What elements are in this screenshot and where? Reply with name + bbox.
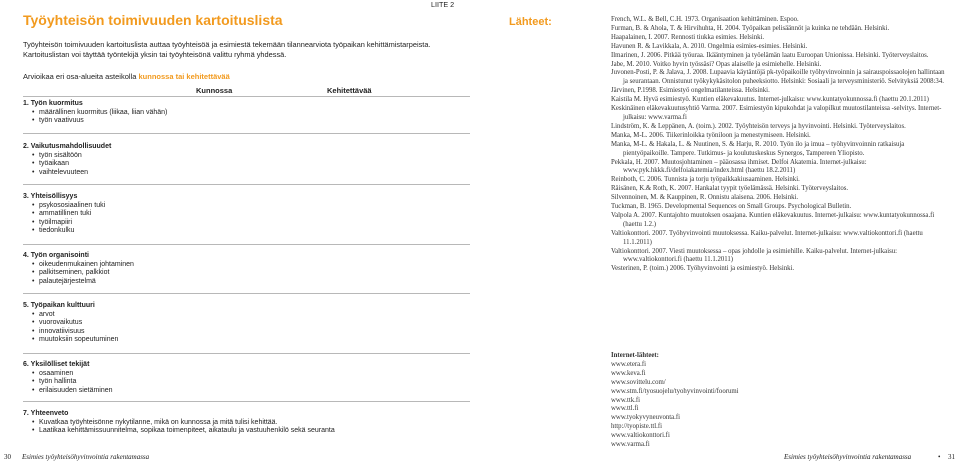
- reference-item: Ilmarinen, J. 2006. Pitkää työuraa. Ikääntyminen ja työelämän laatu Euroopan Unionissa. Helsinki. Työterveyslaitos.: [611, 51, 929, 59]
- footer-bullet: •: [938, 453, 941, 461]
- reference-item: Juvonen-Posti, P. & Jalava, J. 2008. Lupaavia käytäntöjä pk-työpaikoille työhyvinvoinnin ja sairauspoissaolojen hallintaan ja seurantaan. Onnistunut työkykykäsitolon puheeksiotto. Helsinki: Sosiaali ja terveysministeriö. Selvityksiä 2008:34.: [611, 69, 945, 86]
- divider: [23, 244, 470, 245]
- list-item: • arvot: [23, 311, 118, 320]
- reference-item: Järvinen, P.1998. Esimiestyö ongelmatilanteissa. Helsinki.: [611, 87, 770, 95]
- reference-item: Jabe, M. 2010. Voitko hyvin työssäsi? Opas alaiselle ja esimiehelle. Helsinki.: [611, 60, 822, 68]
- rating-instruction-text: Arvioikaa eri osa-alueita asteikolla: [23, 72, 139, 81]
- reference-item: Valpola A. 2007. Kuntajohto muutoksen osaajana. Kuntien eläkevakuutus. Internet-julkaisu: www.kuntatyokunnossa.fi (haettu 1.2.): [611, 211, 935, 228]
- list-item: • vaihtelevuuteen: [23, 169, 111, 178]
- list-item: • työn hallinta: [23, 378, 113, 387]
- reference-item: Reinboth, C. 2006. Tunnista ja torju työpaikkakiusaaminen. Helsinki.: [611, 176, 800, 184]
- page-number-left: 30: [4, 453, 11, 461]
- reference-list: [611, 16, 949, 274]
- internet-source-link[interactable]: www.varma.fi: [611, 441, 650, 449]
- reference-item: Haapalainen, I. 2007. Rennosti tiukka esimies. Helsinki.: [611, 33, 765, 41]
- list-item: • Laatikaa kehittämissuunnitelma, sopikaa toimenpiteet, aikataulu ja vastuuhenkilö sekä seuranta: [23, 427, 335, 436]
- reference-item: Manka, M-L. & Hakala, L. & Nuutinen, S. & Harju, R. 2010. Työn ilo ja imua – työhyvinvoinnin ratkaisuja pientyöpaikoille. Tampere. Tutkimus- ja koulutuskeskus Synergos, Tampereen Yliopisto.: [611, 140, 905, 157]
- section-culture: [23, 302, 118, 345]
- footer-text-right: Esimies työyhteisöhyvinvointia rakentamassa: [784, 453, 912, 461]
- internet-sources: [611, 352, 811, 450]
- internet-source-link[interactable]: www.keva.fi: [611, 369, 646, 377]
- column-header-ok: Kunnossa: [196, 86, 233, 95]
- reference-item: Vesterinen, P. (toim.) 2006. Työhyvinvointi ja esimiestyö. Helsinki.: [611, 265, 795, 273]
- section-organization: [23, 252, 134, 286]
- list-item: • tiedonkulku: [23, 227, 105, 236]
- internet-source-link[interactable]: www.sovittelu.com/: [611, 378, 666, 386]
- reference-item: Räisänen, K.& Roth, K. 2007. Hankalat tyypit työelämässä. Helsinki. Työterveyslaitos.: [611, 185, 849, 193]
- list-item: • palkitseminen, palkkiot: [23, 269, 134, 278]
- list-item: • muutoksiin sopeutuminen: [23, 336, 118, 345]
- section-title: 6. Yksilölliset tekijät: [23, 361, 90, 368]
- intro-text: [23, 40, 463, 60]
- reference-item: Manka, M-L. 2006. Tiikerinloikka työniloon ja menestymiseen. Helsinki.: [611, 131, 811, 139]
- section-title: 2. Vaikutusmahdollisuudet: [23, 143, 112, 150]
- list-item: • määrällinen kuormitus (liikaa, liian vähän): [23, 109, 167, 118]
- divider: [23, 133, 470, 134]
- section-title: 1. Työn kuormitus: [23, 100, 83, 107]
- list-item: • työn vaativuus: [23, 117, 167, 126]
- divider: [23, 401, 470, 402]
- divider: [23, 293, 470, 294]
- appendix-label: LIITE 2: [431, 0, 455, 9]
- list-item: • erilaisuuden sietäminen: [23, 387, 113, 396]
- list-item: • työilmapiiri: [23, 219, 105, 228]
- section-summary: [23, 410, 335, 436]
- page-number-right: 31: [948, 453, 955, 461]
- list-item: • oikeudenmukainen johtaminen: [23, 261, 134, 270]
- list-item: • palautejärjestelmä: [23, 278, 134, 287]
- intro-line-1: Työyhteisön toimivuuden kartoituslista auttaa työyhteisöä ja esimiestä tekemään tilannearviota työpaikan kehittämistarpeista.: [23, 40, 431, 49]
- reference-item: Kaistila M. Hyvä esimiestyö. Kuntien eläkevakuutus. Internet-julkaisu: www.kuntatyokunnossa.fi (haettu 20.1.2011): [611, 96, 929, 104]
- rating-instruction: [23, 72, 230, 81]
- reference-item: Keskinäinen eläkevakuutusyhtiö Varma. 2007. Esimiestyön kipukohdat ja valopilkut muutostilanteissa -selvitys. Internet-julkaisu: www.varma.fi: [611, 105, 942, 121]
- section-individual: [23, 361, 113, 395]
- section-influence: [23, 143, 111, 177]
- sources-heading: Lähteet:: [509, 16, 552, 28]
- internet-source-link[interactable]: www.ttl.fi: [611, 405, 639, 413]
- reference-item: French, W.L. & Bell, C.H. 1973. Organisaation kehittäminen. Espoo.: [611, 16, 799, 23]
- list-item: • työaikaan: [23, 160, 111, 169]
- reference-item: Tuckman, B. 1965. Developmental Sequences on Small Groups. Psychological Bulletin.: [611, 203, 852, 211]
- internet-source-link[interactable]: www.ttk.fi: [611, 396, 641, 404]
- list-item: • innovatiivisuus: [23, 328, 118, 337]
- footer-text-left: Esimies työyhteisöhyvinvointia rakentamassa: [22, 453, 150, 461]
- list-item: • vuorovaikutus: [23, 319, 118, 328]
- list-item: • osaaminen: [23, 370, 113, 379]
- reference-item: Valtiokonttori. 2007. Työhyvinvointi muutoksessa. Kaiku-palvelut. Internet-julkaisu: www.valtiokonttori.fi (haettu 11.1.2011): [611, 229, 923, 246]
- list-item: • ammatillinen tuki: [23, 210, 105, 219]
- list-item: • työn sisältöön: [23, 152, 111, 161]
- internet-source-link[interactable]: www.etera.fi: [611, 360, 647, 368]
- section-title: 7. Yhteenveto: [23, 410, 69, 417]
- section-title: 4. Työn organisointi: [23, 252, 89, 259]
- internet-sources-heading: Internet-lähteet:: [611, 352, 659, 359]
- internet-source-link[interactable]: www.valtiokonttori.fi: [611, 432, 670, 440]
- divider: [23, 96, 470, 97]
- page-title: Työyhteisön toimivuuden kartoituslista: [23, 12, 283, 28]
- internet-source-link[interactable]: http://tyopiste.ttl.fi: [611, 423, 662, 431]
- list-item: • psykososiaalinen tuki: [23, 202, 105, 211]
- reference-item: Havunen R. & Lavikkala, A. 2010. Ongelmia esimies-esimies. Helsinki.: [611, 42, 808, 50]
- reference-item: Valtiokonttori. 2007. Viesti muutoksessa – opas johdolle ja esimiehille. Kaiku-palvelut. Internet-julkaisu: www.valtiokonttori.fi (haettu 11.1.2011): [611, 247, 898, 264]
- list-item: • Kuvatkaa työyhteisönne nykytilanne, mikä on kunnossa ja mitä tulisi kehittää.: [23, 419, 335, 428]
- section-workload: [23, 100, 167, 126]
- reference-item: Silvennoinen, M. & Kauppinen, R. Onnistu alaisena. 2006. Helsinki.: [611, 194, 799, 202]
- internet-source-link[interactable]: www.stm.fi/tyosuojelu/tyohyvinvointi/foorumi: [611, 387, 739, 395]
- section-title: 5. Työpaikan kulttuuri: [23, 302, 95, 309]
- reference-item: Furman, B. & Ahola, T. & Hirvihuhta, H. 2004. Työpaikan pelisäännöt ja kuinka ne tehdään. Helsinki.: [611, 24, 890, 32]
- divider: [23, 184, 470, 185]
- section-title: 3. Yhteisöllisyys: [23, 193, 78, 200]
- divider: [23, 353, 470, 354]
- column-header-develop: Kehitettävää: [327, 86, 372, 95]
- section-community: [23, 193, 105, 236]
- rating-instruction-scale: kunnossa tai kehitettävää: [138, 72, 230, 81]
- reference-item: Pekkala, H. 2007. Muutosjohtaminen – pääosassa ihmiset. Delfoi Akatemia. Internet-julkaisu: www.pyk.hkkk.fi/delfoiakatemia/index.html (haettu 18.2.2011): [611, 158, 867, 175]
- reference-item: Lindström, K. & Leppänen, A. (toim.). 2002. Työyhteisön terveys ja hyvinvointi. Helsinki. Työterveyslaitos.: [611, 122, 906, 130]
- internet-source-link[interactable]: www.tyokyvyneuvonta.fi: [611, 414, 681, 422]
- intro-line-2: Kartoituslistan voi täyttää työntekijä yksin tai työyhteisönä valittu ryhmä yhdessä.: [23, 50, 287, 59]
